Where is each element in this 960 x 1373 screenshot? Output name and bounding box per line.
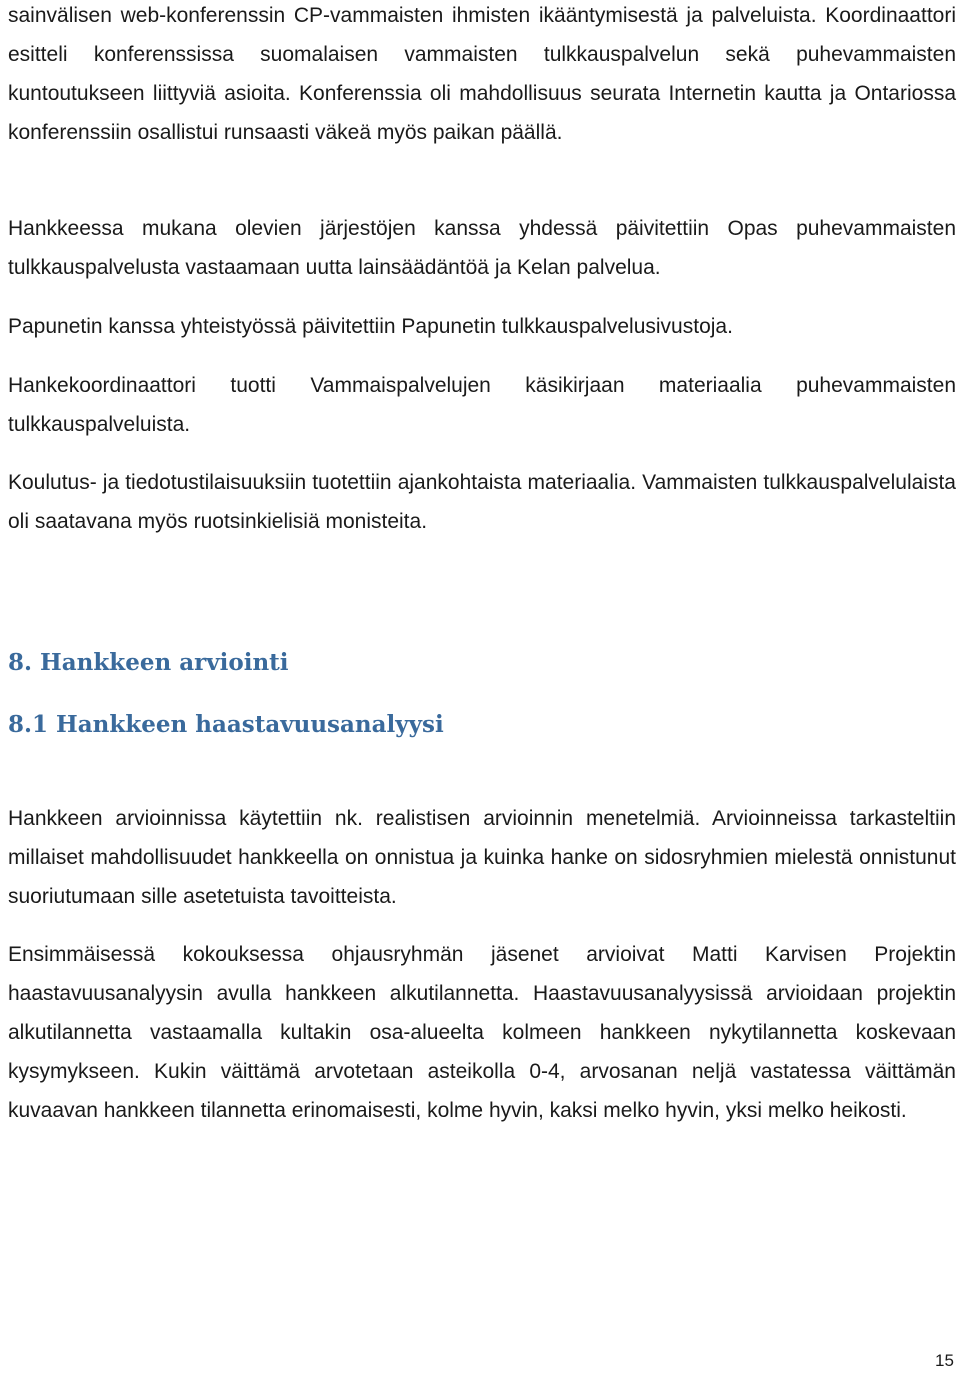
section-heading: 8. Hankkeen arviointi [8, 649, 289, 676]
paragraph-challenge-analysis: Ensimmäisessä kokouksessa ohjausryhmän jäsenet arvioivat Matti Karvisen Projektin haastavuusanalyysin avulla hankkeen alkutilannetta. Haastavuusanalyysissä arvioidaan projektin alkutilannetta vastaamalla kultakin osa-alueelta kolmeen hankkeen nykytilannetta koskevaan kysymykseen. Kukin väittämä arvotetaan asteikolla 0-4, arvosanan neljä vastatessa väittämän kuvaavan hankkeen tilannetta erinomaisesti, kolme hyvin, kaksi melko hyvin, yksi melko heikosti. [8, 943, 956, 1122]
paragraph-papunet: Papunetin kanssa yhteistyössä päivitettiin Papunetin tulkkauspalvelusivustoja. [8, 315, 733, 338]
page-number: 15 [935, 1351, 954, 1370]
subsection-heading: 8.1 Hankkeen haastavuusanalyysi [8, 711, 444, 738]
paragraph-conference: sainvälisen web-konferenssin CP-vammaisten ihmisten ikääntymisestä ja palveluista. Koordinaattori esitteli konferenssissa suomalaisen vammaisten tulkkauspalvelun sekä puhevammaisten kuntoutukseen liittyviä asioita. Konferenssia oli mahdollisuus seurata Internetin kautta ja Ontariossa konferenssiin osallistui runsaasti väkeä myös paikan päällä. [8, 4, 956, 144]
paragraph-evaluation-method: Hankkeen arvioinnissa käytettiin nk. realistisen arvioinnin menetelmiä. Arvioinneissa tarkasteltiin millaiset mahdollisuudet hankkeella on onnistua ja kuinka hanke on sidosryhmien mielestä onnistunut suoriutumaan sille asetetuista tavoitteista. [8, 807, 956, 908]
paragraph-training-material: Koulutus- ja tiedotustilaisuuksiin tuotettiin ajankohtaista materiaalia. Vammaisten tulkkauspalvelulaista oli saatavana myös ruotsinkielisiä monisteita. [8, 471, 956, 533]
paragraph-guide-update: Hankkeessa mukana olevien järjestöjen kanssa yhdessä päivitettiin Opas puhevammaisten tulkkauspalvelusta vastaamaan uutta lainsäädäntöä ja Kelan palvelua. [8, 217, 956, 279]
paragraph-handbook: Hankekoordinaattori tuotti Vammaispalvelujen käsikirjaan materiaalia puhevammaisten tulkkauspalveluista. [8, 374, 956, 436]
